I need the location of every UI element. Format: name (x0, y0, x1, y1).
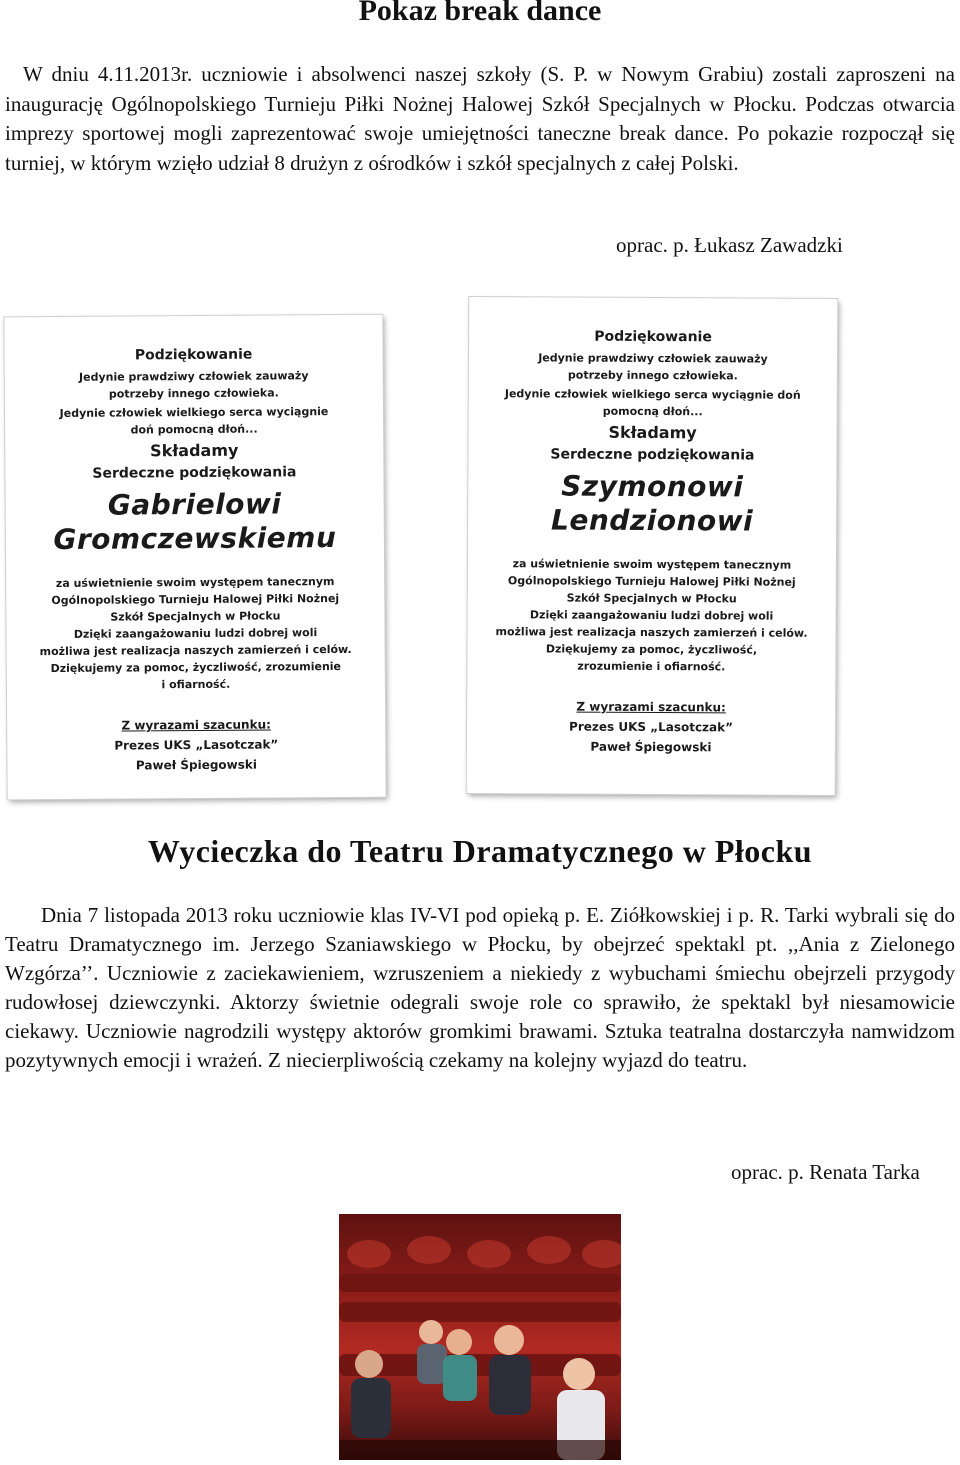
article2-title: Wycieczka do Teatru Dramatycznego w Płocku (147, 833, 813, 869)
certificate-president: Prezes UKS „Lasotczak” (114, 737, 279, 753)
article2-signature: oprac. p. Renata Tarka (731, 1160, 920, 1184)
theatre-audience-photo (339, 1214, 621, 1460)
certificate-body-6: Dziękujemy za pomoc, życzliwość, zrozumienie i ofiarność. (545, 642, 758, 674)
certificate-signer: Paweł Śpiegowski (135, 757, 258, 773)
recipient-first-name: Szymonowi (561, 469, 744, 504)
certificate-quote-2: Jedynie człowiek wielkiego serca wyciągnie doń pomocną dłoń... (59, 405, 329, 437)
certificate-signer: Paweł Śpiegowski (590, 739, 712, 755)
certificate-body-2: Ogólnopolskiego Turnieju Halowej Piłki Nożnej (51, 591, 340, 608)
certificate-president: Prezes UKS „Lasotczak” (569, 719, 734, 735)
certificate-regards: Z wyrazami szacunku: (121, 717, 271, 733)
certificate-thanks: Serdeczne podziękowania (92, 464, 297, 482)
certificate-body-6: Dziękujemy za pomoc, życzliwość, zrozumienie i ofiarność. (50, 659, 342, 692)
certificate-we-give: Składamy (608, 422, 697, 443)
certificate-we-give: Składamy (150, 440, 239, 461)
certificate-thanks: Serdeczne podziękowania (550, 446, 755, 464)
article1-signature: oprac. p. Łukasz Zawadzki (616, 233, 843, 257)
certificate-body-1: za uświetnienie swoim występem tanecznym (512, 557, 792, 572)
certificate-quote-1: Jedynie prawdziwy człowiek zauważy potrzeby innego człowieka. (78, 369, 309, 401)
certificate-body-2: Ogólnopolskiego Turnieju Halowej Piłki Nożnej (507, 574, 796, 589)
certificate-body-4: Dzięki zaangażowaniu ludzi dobrej woli (529, 608, 774, 623)
article2-body: Dnia 7 listopada 2013 roku uczniowie klas IV-VI pod opieką p. E. Ziółkowskiej i p. R. Tarki wybrali się do Teatru Dramatycznego im. Jerzego Szaniawskiego w Płocku, by obejrzeć spektakl pt. ,,Ania z Zielonego Wzgórza’’. Uczniowie z zaciekawieniem, wzruszeniem a niekiedy z wybuchami śmiechu obejrzeli przygody rudowłosej dziewczynki. Aktorzy świetnie odegrali swoje role co sprawiło, że spektakl był niesamowicie ciekawy. Uczniowie nagrodzili występy aktorów gromkimi brawami. Sztuka teatralna dostarczyła namwidzom pozytywnych emocji i wrażeń. Z niecierpliwością czekamy na kolejny wyjazd do teatru. (5, 903, 955, 1073)
article1-title: Pokaz break dance (358, 0, 602, 27)
certificate-quote-1: Jedynie prawdziwy człowiek zauważy potrzeby innego człowieka. (538, 351, 768, 383)
recipient-first-name: Gabrielowi (107, 487, 282, 522)
recipient-last-name: Gromczewskiemu (53, 521, 337, 556)
article1-body: W dniu 4.11.2013r. uczniowie i absolwenci naszej szkoły (S. P. w Nowym Grabiu) zostali zaproszeni na inaugurację Ogólnopolskiego Turnieju Piłki Nożnej Halowej Szkół Specjalnych w Płocku. Podczas otwarcia imprezy sportowej mogli zaprezentować swoje umiejętności taneczne break dance. Po pokazie rozpoczął się turniej, w którym wzięło udział 8 drużyn z ośrodków i szkół specjalnych z całej Polski. (5, 62, 955, 175)
thank-you-certificate-2 (467, 297, 838, 795)
certificate-regards: Z wyrazami szacunku: (576, 699, 726, 715)
certificate-heading: Podziękowanie (594, 328, 712, 346)
certificate-heading: Podziękowanie (134, 346, 253, 364)
certificate-body-3: Szkół Specjalnych w Płocku (110, 609, 281, 624)
certificate-body-5: możliwa jest realizacja naszych zamierzeń i celów. (495, 625, 808, 640)
certificate-body-5: możliwa jest realizacja naszych zamierzeń i celów. (39, 642, 352, 659)
certificate-quote-2: Jedynie człowiek wielkiego serca wyciągnie doń pomocną dłoń... (504, 387, 801, 419)
certificate-body-3: Szkół Specjalnych w Płocku (566, 591, 737, 606)
recipient-last-name: Lendzionowi (551, 503, 754, 538)
thank-you-certificate-1 (4, 315, 385, 800)
theatre-photo-illustration (339, 1214, 621, 1460)
certificate-body-4: Dzięki zaangażowaniu ludzi dobrej woli (73, 626, 318, 641)
certificate-body-1: za uświetnienie swoim występem tanecznym (55, 575, 335, 590)
